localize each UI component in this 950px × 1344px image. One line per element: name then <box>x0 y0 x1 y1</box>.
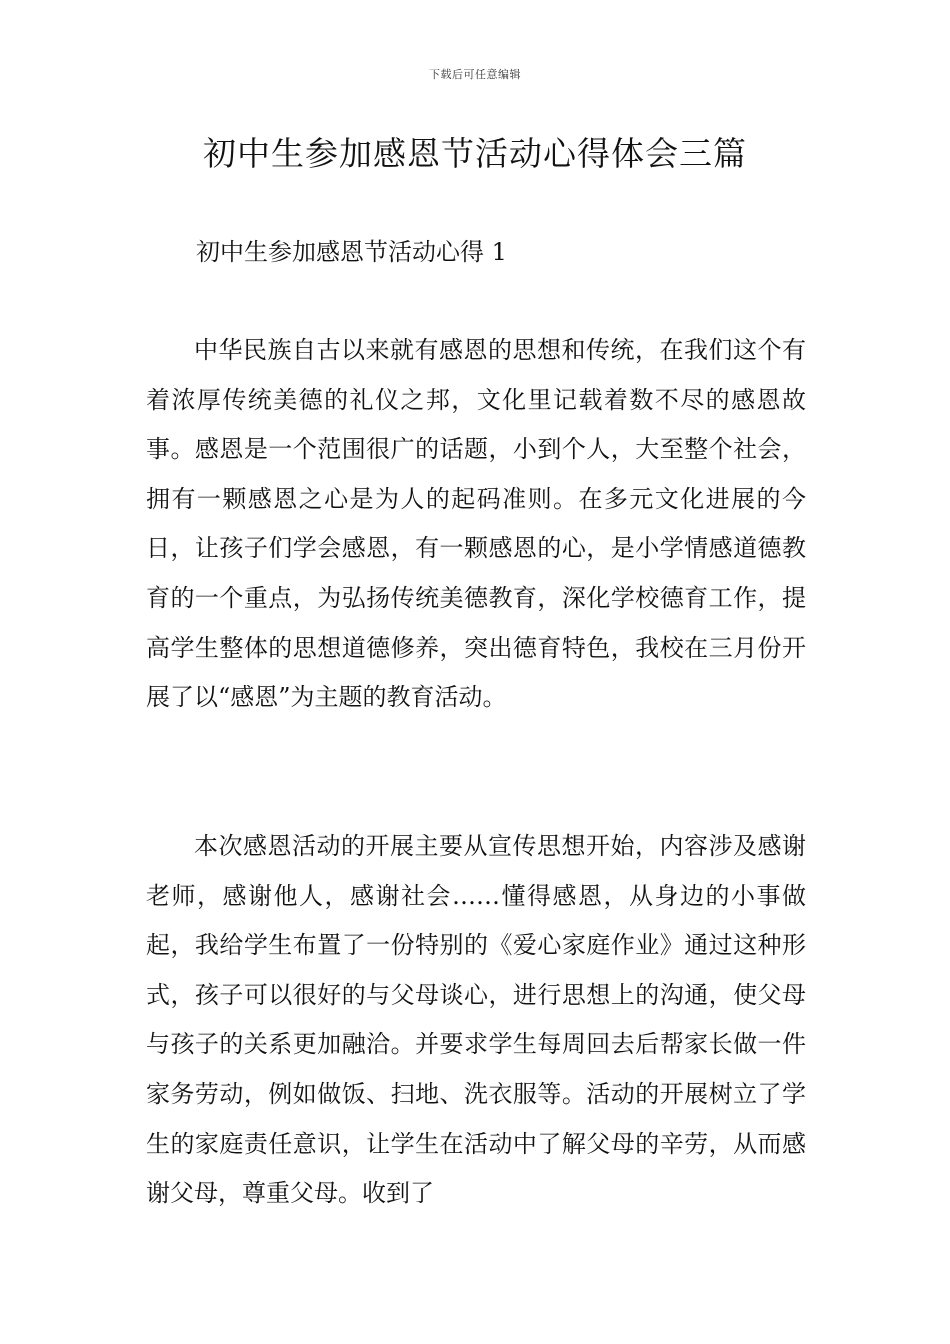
body-paragraph-2: 本次感恩活动的开展主要从宣传思想开始，内容涉及感谢老师，感谢他人，感谢社会……懂得感恩，从身边的小事做起，我给学生布置了一份特别的《爱心家庭作业》通过这种形式，孩子可以很好的与父母谈心，进行思想上的沟通，使父母与孩子的关系更加融洽。并要求学生每周回去后帮家长做一件家务劳动，例如做饭、扫地、洗衣服等。活动的开展树立了学生的家庭责任意识，让学生在活动中了解父母的辛劳，从而感谢父母，尊重父母。收到了 <box>146 832 806 1208</box>
document-title: 初中生参加感恩节活动心得体会三篇 <box>203 134 747 173</box>
section-subheading: 初中生参加感恩节活动心得 1 <box>196 238 507 266</box>
body-paragraph-1: 中华民族自古以来就有感恩的思想和传统，在我们这个有着浓厚传统美德的礼仪之邦，文化里记载着数不尽的感恩故事。感恩是一个范围很广的话题，小到个人，大至整个社会，拥有一颗感恩之心是为人的起码准则。在多元文化进展的今日，让孩子们学会感恩，有一颗感恩的心，是小学情感道德教育的一个重点，为弘扬传统美德教育，深化学校德育工作，提高学生整体的思想道德修养，突出德育特色，我校在三月份开展了以“感恩”为主题的教育活动。 <box>146 336 806 712</box>
header-note: 下载后可任意编辑 <box>429 68 521 81</box>
